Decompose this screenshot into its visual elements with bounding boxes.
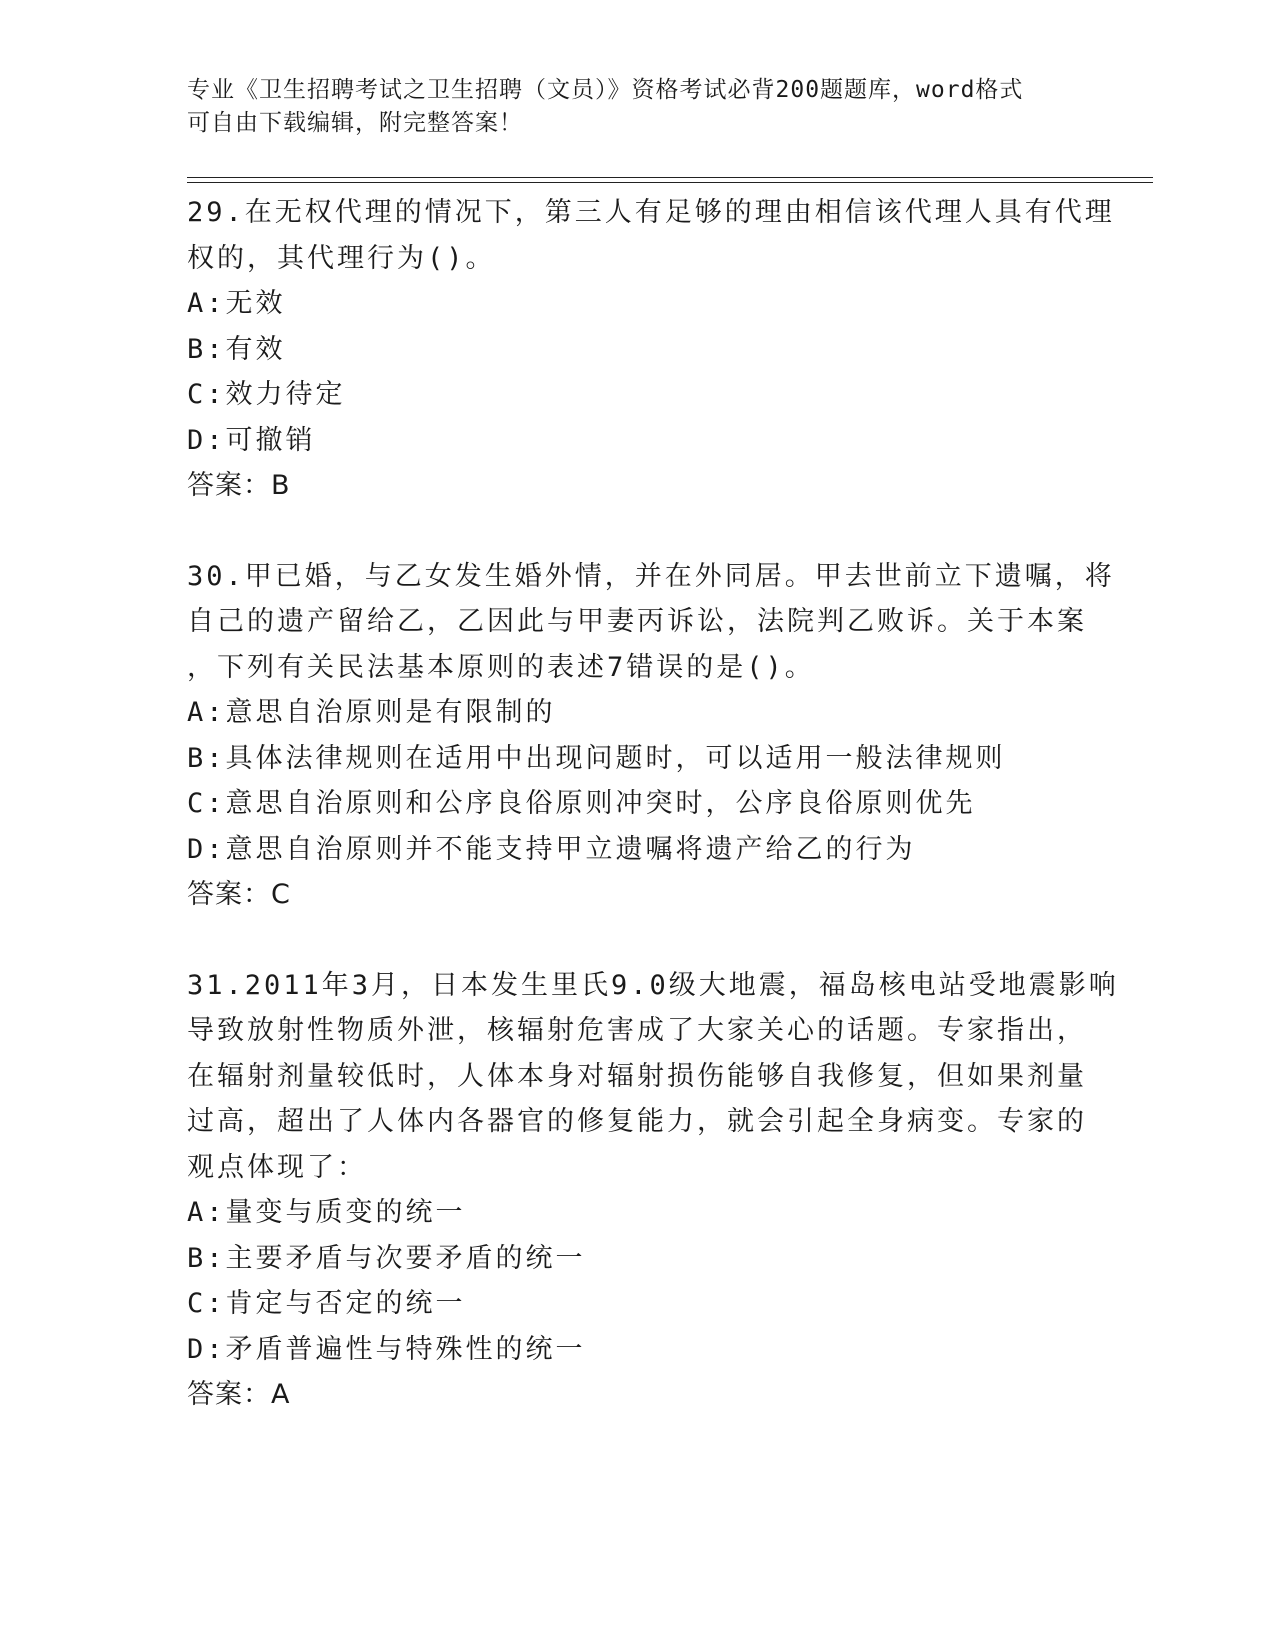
- answer: 答案：C: [187, 879, 291, 910]
- header-divider-top: [187, 177, 1153, 178]
- header-line: 可自由下载编辑，附完整答案！: [187, 110, 523, 136]
- option-c: C:肯定与否定的统一: [187, 1288, 466, 1319]
- answer: 答案：A: [187, 1379, 291, 1410]
- option-b: B:主要矛盾与次要矛盾的统一: [187, 1242, 586, 1274]
- option-b: B:有效: [187, 333, 286, 365]
- option-b: B:具体法律规则在适用中出现问题时，可以适用一般法律规则: [187, 742, 1006, 774]
- header-line: 专业《卫生招聘考试之卫生招聘（文员）》资格考试必背200题题库，word格式: [187, 77, 1024, 103]
- question-text: 在辐射剂量较低时，人体本身对辐射损伤能够自我修复，但如果剂量: [187, 1060, 1087, 1092]
- option-a: A:量变与质变的统一: [187, 1197, 466, 1228]
- question-text: 31.2011年3月，日本发生里氏9.0级大地震，福岛核电站受地震影响: [187, 969, 1119, 1001]
- option-c: C:意思自治原则和公序良俗原则冲突时，公序良俗原则优先: [187, 788, 976, 819]
- option-a: A:无效: [187, 288, 286, 319]
- header-divider-bottom: [187, 182, 1153, 183]
- question-31: [187, 963, 1127, 1418]
- question-text: 过高，超出了人体内各器官的修复能力，就会引起全身病变。专家的: [187, 1106, 1087, 1137]
- question-30: [187, 554, 1127, 918]
- option-d: D:可撤销: [187, 424, 316, 456]
- question-text: 观点体现了：: [187, 1151, 367, 1183]
- answer: 答案：B: [187, 470, 291, 501]
- option-d: D:意思自治原则并不能支持甲立遗嘱将遗产给乙的行为: [187, 833, 916, 865]
- question-text: ，下列有关民法基本原则的表述7错误的是()。: [187, 651, 815, 683]
- question-text: 29.在无权代理的情况下，第三人有足够的理由相信该代理人具有代理: [187, 197, 1115, 228]
- option-d: D:矛盾普遍性与特殊性的统一: [187, 1333, 586, 1365]
- question-29: [187, 190, 1127, 509]
- question-text: 自己的遗产留给乙，乙因此与甲妻丙诉讼，法院判乙败诉。关于本案: [187, 606, 1087, 637]
- question-text: 权的，其代理行为()。: [187, 242, 496, 274]
- question-text: 导致放射性物质外泄，核辐射危害成了大家关心的话题。专家指出，: [187, 1015, 1087, 1046]
- option-c: C:效力待定: [187, 379, 346, 410]
- question-text: 30.甲已婚，与乙女发生婚外情，并在外同居。甲去世前立下遗嘱，将: [187, 560, 1115, 592]
- document-header: [187, 74, 1087, 140]
- option-a: A:意思自治原则是有限制的: [187, 697, 556, 728]
- question-list: [187, 190, 1127, 1418]
